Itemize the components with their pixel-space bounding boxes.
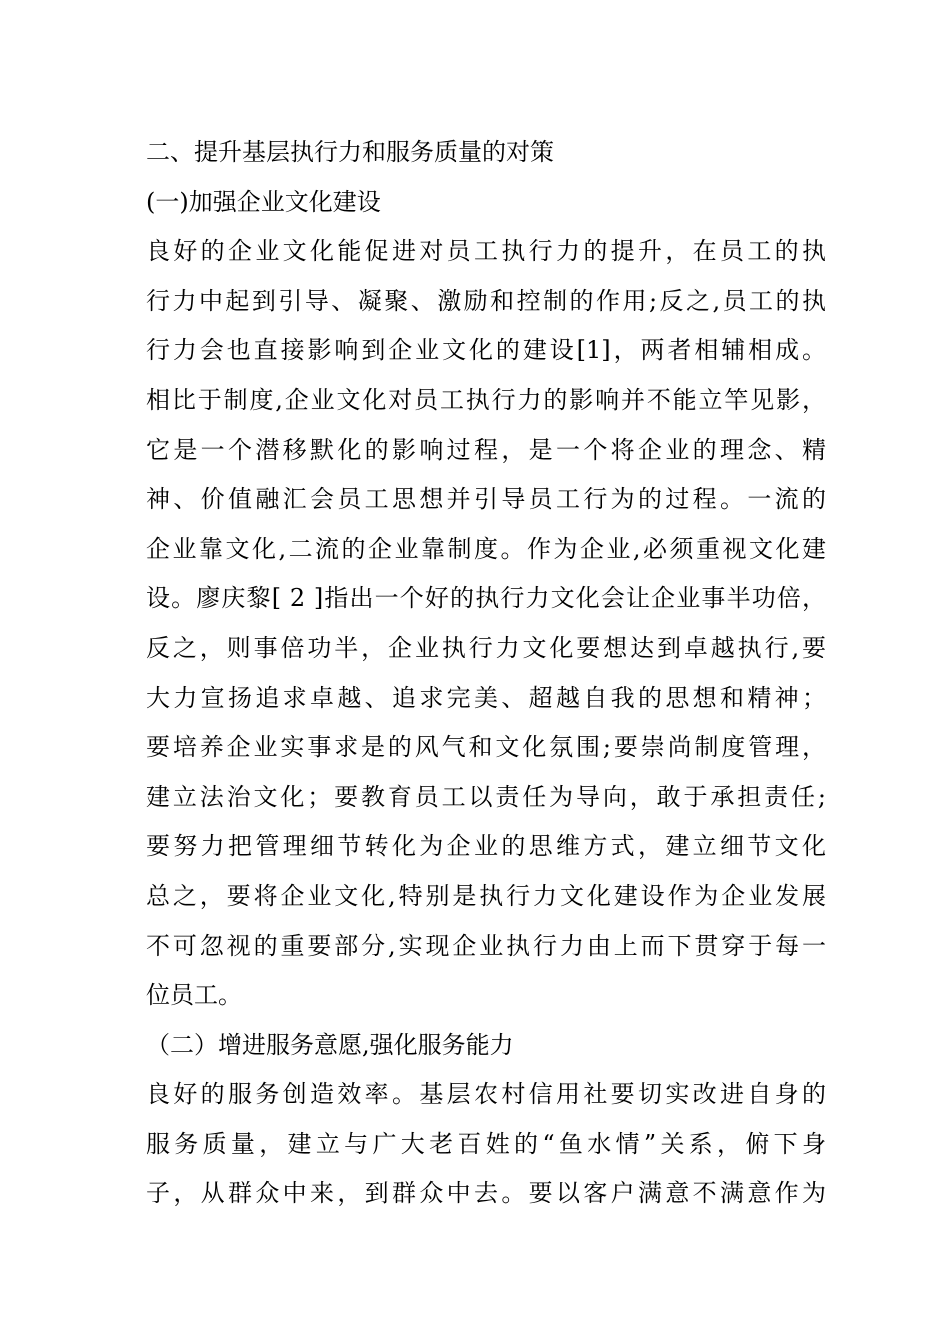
- paragraph-line: 建立法治文化；要教育员工以责任为导向，敢于承担责任;: [146, 782, 826, 811]
- paragraph-line: 不可忽视的重要部分,实现企业执行力由上而下贯穿于每一: [146, 931, 826, 960]
- paragraph-line: 良好的服务创造效率。基层农村信用社要切实改进自身的: [146, 1080, 826, 1109]
- paragraph-line-last: 位员工。: [146, 981, 242, 1010]
- paragraph-line: 子，从群众中来，到群众中去。要以客户满意不满意作为: [146, 1179, 826, 1208]
- paragraph-line: 反之，则事倍功半，企业执行力文化要想达到卓越执行,要: [146, 633, 826, 662]
- paragraph-line: 要努力把管理细节转化为企业的思维方式，建立细节文化: [146, 832, 826, 861]
- paragraph-line: 神、价值融汇会员工思想并引导员工行为的过程。一流的: [146, 485, 826, 514]
- paragraph-line: 总之，要将企业文化,特别是执行力文化建设作为企业发展: [146, 881, 826, 910]
- paragraph-line: 相比于制度,企业文化对员工执行力的影响并不能立竿见影，: [146, 385, 826, 414]
- paragraph-line: 它是一个潜移默化的影响过程，是一个将企业的理念、精: [146, 435, 826, 464]
- paragraph-line: 行力中起到引导、凝聚、激励和控制的作用;反之,员工的执: [146, 286, 826, 315]
- paragraph-line: 企业靠文化,二流的企业靠制度。作为企业,必须重视文化建: [146, 534, 826, 563]
- paragraph-line: 服务质量，建立与广大老百姓的“鱼水情”关系，俯下身: [146, 1129, 826, 1158]
- paragraph-line: 行力会也直接影响到企业文化的建设[1]，两者相辅相成。: [146, 336, 826, 365]
- paragraph-line: 要培养企业实事求是的风气和文化氛围;要崇尚制度管理，: [146, 733, 826, 762]
- paragraph-line: 设。廖庆黎[ 2 ]指出一个好的执行力文化会让企业事半功倍，: [146, 584, 826, 613]
- paragraph-line: 大力宣扬追求卓越、追求完美、超越自我的思想和精神；: [146, 683, 826, 712]
- document-body: [146, 128, 826, 1219]
- section-heading: 二、提升基层执行力和服务质量的对策: [146, 138, 554, 166]
- paragraph-line: 良好的企业文化能促进对员工执行力的提升，在员工的执: [146, 237, 826, 266]
- subsection-heading: （二）增进服务意愿,强化服务能力: [146, 1030, 514, 1059]
- subsection-heading: (一)加强企业文化建设: [146, 187, 381, 216]
